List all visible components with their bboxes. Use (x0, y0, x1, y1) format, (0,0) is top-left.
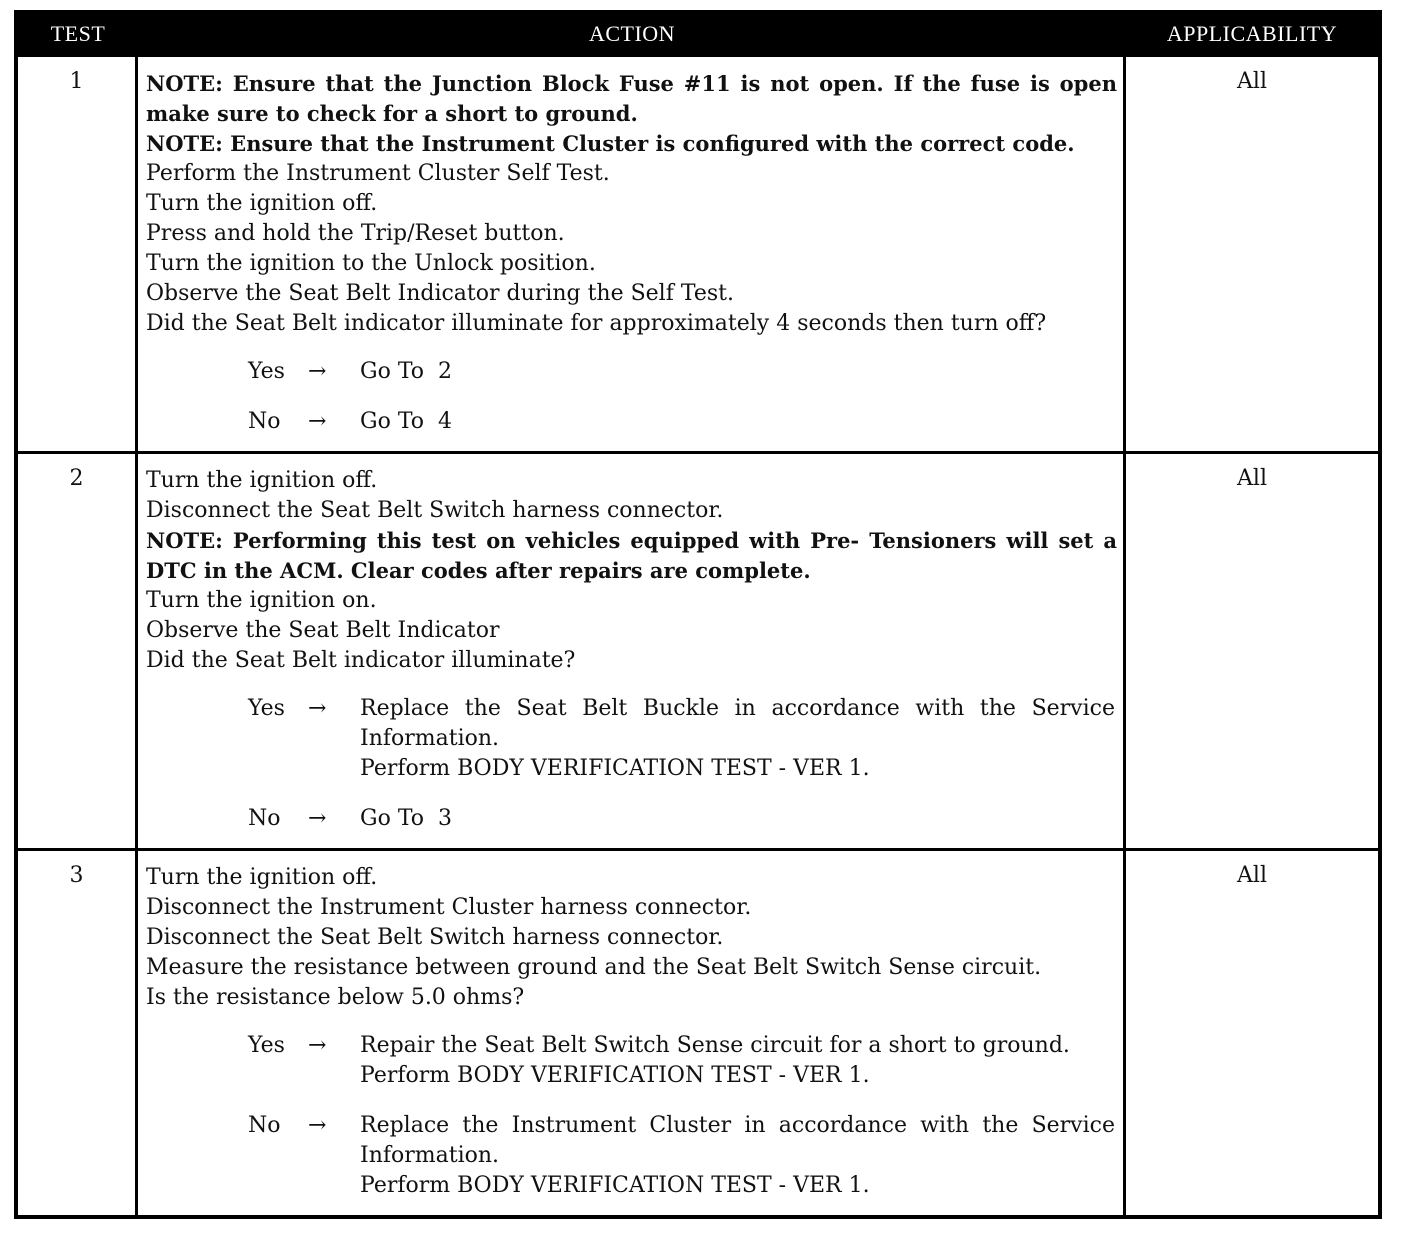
branch-result (360, 1111, 1117, 1201)
result-line: Perform BODY VERIFICATION TEST - VER 1. (360, 1063, 870, 1088)
step-text: Turn the ignition off. (146, 191, 378, 216)
action-cell (138, 454, 1126, 848)
step-text: Observe the Seat Belt Indicator during the Self Test. (146, 281, 734, 306)
step-text: Is the resistance below 5.0 ohms? (146, 985, 525, 1010)
branch-list (146, 694, 1117, 834)
step-text: Turn the ignition to the Unlock position. (146, 251, 596, 276)
no-label: No (248, 806, 281, 831)
diagnostic-test-table (14, 10, 1382, 1219)
result-line: Perform BODY VERIFICATION TEST - VER 1. (360, 1173, 870, 1198)
step-text: Did the Seat Belt indicator illuminate for approximately 4 seconds then turn off? (146, 311, 1047, 336)
branch-result (360, 804, 1117, 834)
header-applicability: APPLICABILITY (1166, 21, 1338, 46)
branch-result (360, 694, 1117, 784)
step-text: Press and hold the Trip/Reset button. (146, 221, 565, 246)
step-text: Disconnect the Instrument Cluster harness connector. (146, 895, 752, 920)
step-text: Measure the resistance between ground and the Seat Belt Switch Sense circuit. (146, 955, 1042, 980)
result-line: Replace the Seat Belt Buckle in accordance with the Service Information. (360, 696, 1115, 751)
no-branch (146, 804, 1117, 834)
step-text: Disconnect the Seat Belt Switch harness connector. (146, 925, 724, 950)
branch-result (360, 357, 1117, 387)
yes-branch (146, 357, 1117, 387)
step-text: Did the Seat Belt indicator illuminate? (146, 648, 576, 673)
test-number: 3 (18, 851, 138, 1215)
step-text: Turn the ignition off. (146, 468, 378, 493)
note-text: NOTE: Ensure that the Junction Block Fuse #11 is not open. If the fuse is open make sure to check for a short to ground. (146, 71, 1117, 126)
branch-list (146, 357, 1117, 437)
step-text: Turn the ignition on. (146, 588, 377, 613)
no-label: No (248, 409, 281, 434)
no-branch (146, 407, 1117, 437)
arrow-icon: → (308, 1113, 327, 1138)
step-text: Observe the Seat Belt Indicator (146, 618, 500, 643)
table-row (18, 848, 1378, 1215)
result-line: Go To 3 (360, 806, 453, 831)
result-line: Repair the Seat Belt Switch Sense circuit for a short to ground. (360, 1033, 1070, 1058)
test-number: 2 (18, 454, 138, 848)
yes-branch (146, 694, 1117, 784)
result-line: Go To 2 (360, 359, 453, 384)
arrow-icon: → (308, 806, 327, 831)
no-branch (146, 1111, 1117, 1201)
arrow-icon: → (308, 696, 327, 721)
header-action: ACTION (588, 21, 676, 46)
yes-label: Yes (248, 696, 285, 721)
no-label: No (248, 1113, 281, 1138)
note-text: NOTE: Ensure that the Instrument Cluster is configured with the correct code. (146, 131, 1075, 156)
header-test: TEST (50, 21, 106, 46)
yes-label: Yes (248, 359, 285, 384)
note-text: NOTE: Performing this test on vehicles equipped with Pre- Tensioners will set a DTC in the ACM. Clear codes after repairs are complete. (146, 528, 1117, 583)
step-text: Disconnect the Seat Belt Switch harness connector. (146, 498, 724, 523)
result-line: Replace the Instrument Cluster in accordance with the Service Information. (360, 1113, 1115, 1168)
result-line: Perform BODY VERIFICATION TEST - VER 1. (360, 756, 870, 781)
applicability-cell: All (1237, 466, 1267, 491)
arrow-icon: → (308, 1033, 327, 1058)
table-row (18, 54, 1378, 451)
branch-result (360, 407, 1117, 437)
step-text: Turn the ignition off. (146, 865, 378, 890)
result-line: Go To 4 (360, 409, 453, 434)
arrow-icon: → (308, 409, 327, 434)
branch-result (360, 1031, 1117, 1091)
applicability-cell: All (1237, 863, 1267, 888)
applicability-cell: All (1237, 69, 1267, 94)
arrow-icon: → (308, 359, 327, 384)
table-row (18, 451, 1378, 848)
test-number: 1 (18, 57, 138, 451)
yes-label: Yes (248, 1033, 285, 1058)
action-cell (138, 57, 1126, 451)
table-header (18, 14, 1378, 54)
action-cell (138, 851, 1126, 1215)
branch-list (146, 1031, 1117, 1201)
yes-branch (146, 1031, 1117, 1091)
step-text: Perform the Instrument Cluster Self Test. (146, 161, 610, 186)
